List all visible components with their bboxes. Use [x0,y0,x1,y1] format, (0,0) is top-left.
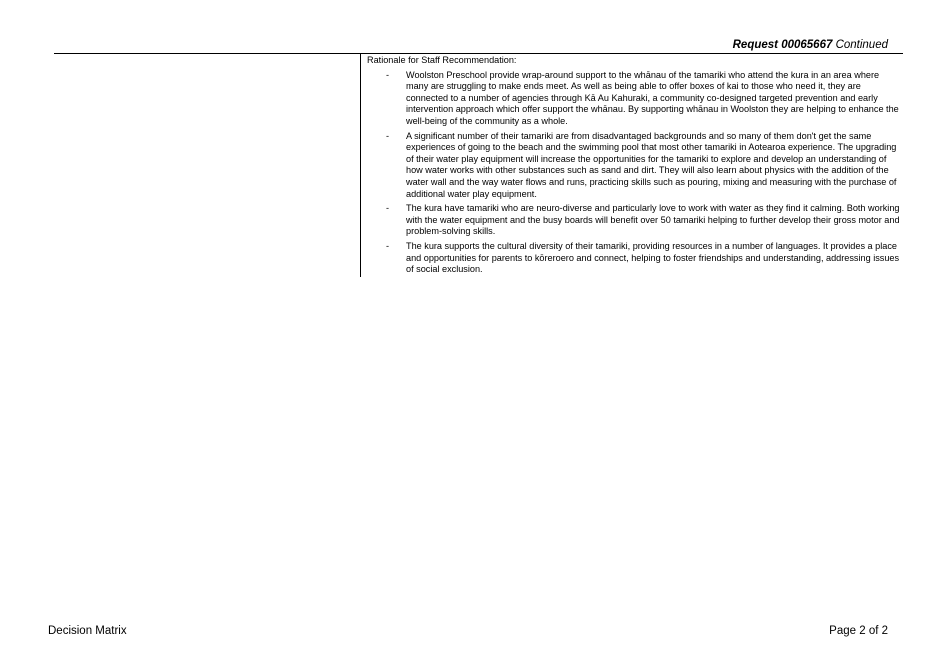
column-divider [360,53,361,277]
bullet-dash: - [386,240,390,251]
bullet-dash: - [386,69,390,80]
rationale-list [367,70,901,276]
list-item [367,203,901,238]
list-item [367,70,901,128]
bullet-text: The kura supports the cultural diversity of their tamariki, providing resources in a number of languages. It provides a place and opportunities for parents to kōreroero and connect, helping to foster friendships and understanding, addressing issues of social exclusion. [406,240,900,275]
page-number: Page 2 of 2 [829,625,888,637]
list-item [367,131,901,201]
request-number: Request 00065667 [732,39,833,51]
footer-title: Decision Matrix [48,625,127,637]
bullet-dash: - [386,130,390,141]
rationale-title: Rationale for Staff Recommendation: [367,55,517,65]
list-item [367,241,901,276]
bullet-text: Woolston Preschool provide wrap-around support to the whānau of the tamariki who attend the kura in an area where many are struggling to make ends meet. As well as being able to offer boxes of kai to those who need it, they are connected to a number of agencies through Kā Au Kahuraki, a community co-designed targeted prevention and early intervention approach which offer support the whānau. By supporting whānau in Woolston they are helping to enhance the well-being of the community as a whole. [406,69,899,126]
page-header [733,39,888,51]
header-rule [54,53,903,54]
bullet-dash: - [386,203,390,214]
bullet-text: The kura have tamariki who are neuro-diverse and particularly love to work with water as they find it calming. Both working with the water equipment and the busy boards will benefit over 50 tamariki helping to further develop their gross motor and problem-solving skills. [406,203,900,237]
rationale-section [367,55,901,279]
bullet-text: A significant number of their tamariki are from disadvantaged backgrounds and so many of them don't get the same experiences of going to the beach and the swimming pool that most other tamariki in Aotearoa experience. The upgrading of their water play equipment will increase the opportunities for the tamariki to explore and develop an understanding of how water works with other substances such as sand and dirt. They will also learn about physics with the addition of the water wall and the way water flows and runs, practicing skills such as pouring, mixing and measuring with the purchase of additional water play equipment. [406,130,897,199]
continued-label: Continued [835,39,888,51]
